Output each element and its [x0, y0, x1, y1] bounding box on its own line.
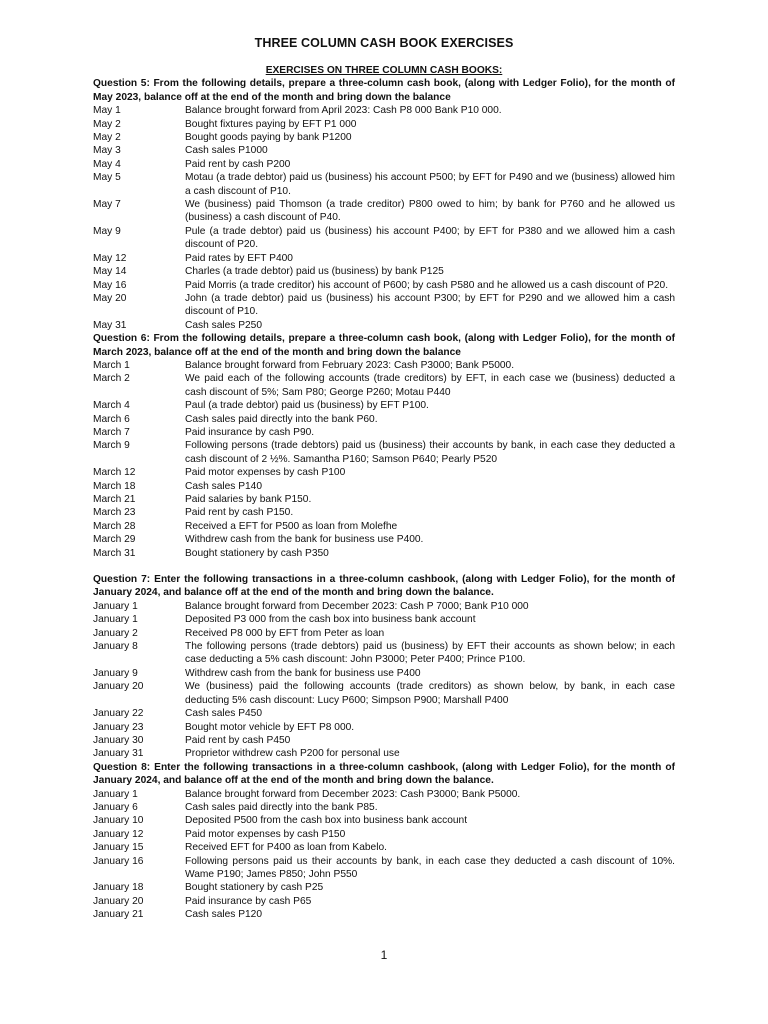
entry-date: January 6 — [93, 801, 138, 813]
document-page — [93, 36, 675, 922]
entry-date: January 8 — [93, 641, 138, 653]
transaction-entry — [93, 721, 675, 734]
questions-container — [93, 77, 675, 921]
transaction-entry — [93, 680, 675, 707]
transaction-entry — [93, 493, 675, 506]
transaction-entry — [93, 788, 675, 801]
transaction-entry — [93, 828, 675, 841]
entry-description: Following persons (trade debtors) paid us (business) their accounts by bank, in each case they deducted a cash discount of 2 ½%. Samantha P160; Samson P640; Pearly P520 — [185, 440, 675, 465]
question-heading: Question 6: From the following details, prepare a three-column cash book, (along with Ledger Folio), for the month of March 2023, balance off at the end of the month and bring down the balance — [93, 333, 675, 358]
entry-description: Cash sales P1000 — [185, 145, 268, 157]
transaction-entry — [93, 319, 675, 332]
transaction-entry — [93, 279, 675, 292]
entry-date: March 9 — [93, 440, 130, 452]
entry-date: May 1 — [93, 105, 121, 117]
question-section — [93, 761, 675, 922]
entry-date: May 16 — [93, 279, 127, 291]
page-number: 1 — [380, 948, 388, 962]
entry-description: Withdrew cash from the bank for business use P400 — [185, 667, 421, 679]
question-section — [93, 332, 675, 560]
entry-description: We (business) paid Thomson (a trade creditor) P800 owed to him; by bank for P760 and he allowed us (business) a cash discount of P40. — [185, 199, 675, 224]
transaction-entry — [93, 627, 675, 640]
entry-date: January 2 — [93, 627, 138, 639]
entry-description: Paid rent by cash P200 — [185, 158, 291, 170]
transaction-entry — [93, 707, 675, 720]
entry-date: March 21 — [93, 494, 136, 505]
entry-date: January 31 — [93, 748, 144, 760]
entry-date: May 31 — [93, 319, 127, 331]
entry-date: March 4 — [93, 400, 130, 412]
entry-date: January 23 — [93, 721, 144, 733]
question-heading: Question 5: From the following details, prepare a three-column cash book, (along with Ledger Folio), for the month of May 2023, balance off at the end of the month and bring down the balance — [93, 78, 675, 103]
entry-date: May 7 — [93, 199, 121, 211]
entry-date: March 12 — [93, 467, 136, 479]
transaction-entry — [93, 399, 675, 412]
entry-description: Bought fixtures paying by EFT P1 000 — [185, 118, 357, 130]
entry-description: Withdrew cash from the bank for business use P400. — [185, 534, 424, 546]
entry-date: May 2 — [93, 132, 121, 144]
entry-date: January 21 — [93, 909, 144, 921]
transaction-entry — [93, 520, 675, 533]
entry-description: Received P8 000 by EFT from Peter as loan — [185, 627, 385, 639]
entry-description: Paid rent by cash P450 — [185, 734, 291, 746]
entry-description: Bought motor vehicle by EFT P8 000. — [185, 721, 355, 733]
transaction-entry — [93, 667, 675, 680]
question-heading: Question 7: Enter the following transactions in a three-column cashbook, (along with Ledger Folio), for the month of January 2024, and balance off at the end of the month and bring down the balance. — [93, 574, 675, 599]
entry-date: March 7 — [93, 426, 130, 438]
entry-date: May 3 — [93, 145, 121, 157]
entry-description: Received EFT for P400 as loan from Kabelo. — [185, 842, 387, 854]
entry-description: Bought stationery by cash P350 — [185, 547, 329, 559]
entry-description: Balance brought forward from December 2023: Cash P 7000; Bank P10 000 — [185, 600, 529, 612]
entry-description: Paid rent by cash P150. — [185, 507, 294, 519]
transaction-entry — [93, 158, 675, 171]
entry-description: The following persons (trade debtors) paid us (business) by EFT their accounts as shown below; in each case deducting a 5% cash discount: John P3000; Peter P400; Prince P100. — [185, 641, 675, 666]
entry-description: Deposited P500 from the cash box into business bank account — [185, 815, 468, 827]
document-subtitle: EXERCISES ON THREE COLUMN CASH BOOKS: — [265, 65, 503, 76]
transaction-entry — [93, 372, 675, 399]
entry-description: Paid insurance by cash P90. — [185, 426, 315, 438]
transaction-entry — [93, 426, 675, 439]
transaction-entry — [93, 506, 675, 519]
transaction-entry — [93, 881, 675, 894]
entry-description: John (a trade debtor) paid us (business) his account P300; by EFT for P290 and we allowed him a cash discount of P10. — [185, 292, 675, 318]
entry-date: March 28 — [93, 520, 136, 532]
transaction-entry — [93, 144, 675, 157]
entry-date: May 4 — [93, 158, 121, 170]
transaction-entry — [93, 466, 675, 479]
entry-date: March 2 — [93, 373, 130, 385]
transaction-entry — [93, 841, 675, 854]
entry-date: May 14 — [93, 266, 127, 278]
transaction-entry — [93, 908, 675, 921]
transaction-entry — [93, 131, 675, 144]
entry-description: Charles (a trade debtor) paid us (business) by bank P125 — [185, 266, 444, 278]
transaction-entry — [93, 814, 675, 827]
entry-description: Proprietor withdrew cash P200 for personal use — [185, 748, 400, 760]
entry-description: Pule (a trade debtor) paid us (business) his account P400; by EFT for P380 and we allowed him a cash discount of P20. — [185, 225, 675, 251]
transaction-entry — [93, 265, 675, 278]
entry-description: Paid rates by EFT P400 — [185, 252, 293, 264]
entry-description: Following persons paid us their accounts by bank, in each case they deducted a cash discount of 10%. Wame P190; James P850; John P550 — [185, 855, 675, 880]
entry-date: May 2 — [93, 118, 121, 130]
transaction-entry — [93, 198, 675, 225]
entry-description: Balance brought forward from December 2023: Cash P3000; Bank P5000. — [185, 788, 521, 800]
entry-description: Cash sales paid directly into the bank P60. — [185, 413, 378, 425]
entry-description: Deposited P3 000 from the cash box into business bank account — [185, 614, 476, 626]
question-section — [93, 77, 675, 332]
entry-description: Paid salaries by bank P150. — [185, 494, 312, 505]
transaction-entry — [93, 855, 675, 882]
entry-date: January 16 — [93, 855, 144, 867]
entry-description: Cash sales P450 — [185, 708, 263, 720]
entry-date: January 15 — [93, 842, 144, 854]
entry-date: January 1 — [93, 600, 138, 612]
entry-date: March 18 — [93, 480, 136, 492]
entry-date: January 9 — [93, 667, 138, 679]
entry-description: Cash sales P140 — [185, 480, 263, 492]
entry-description: Paul (a trade debtor) paid us (business) by EFT P100. — [185, 400, 429, 412]
question-section — [93, 573, 675, 761]
entry-description: Cash sales paid directly into the bank P85. — [185, 801, 378, 813]
entry-description: We paid each of the following accounts (trade creditors) by EFT, in each case we (business) deducted a cash discount of 5%; Sam P80; George P260; Motau P440 — [185, 373, 675, 398]
transaction-entry — [93, 413, 675, 426]
transaction-entry — [93, 359, 675, 372]
transaction-entry — [93, 171, 675, 198]
question-heading: Question 8: Enter the following transactions in a three-column cashbook, (along with Ledger Folio), for the month of January 2024, and balance off at the end of the month and bring down the balance. — [93, 761, 675, 787]
entry-date: January 18 — [93, 882, 144, 894]
transaction-entry — [93, 600, 675, 613]
transaction-entry — [93, 547, 675, 560]
entry-description: Cash sales P120 — [185, 909, 263, 921]
entry-description: Cash sales P250 — [185, 319, 263, 331]
entry-description: Balance brought forward from April 2023: Cash P8 000 Bank P10 000. — [185, 105, 502, 117]
transaction-entry — [93, 292, 675, 319]
entry-description: Paid motor expenses by cash P150 — [185, 828, 346, 840]
entry-description: Motau (a trade debtor) paid us (business) his account P500; by EFT for P490 and we (business) allowed him a cash discount of P10. — [185, 172, 675, 197]
transaction-entry — [93, 801, 675, 814]
entry-date: May 12 — [93, 252, 127, 264]
transaction-entry — [93, 747, 675, 760]
entry-date: March 29 — [93, 534, 136, 546]
transaction-entry — [93, 118, 675, 131]
transaction-entry — [93, 640, 675, 667]
entry-description: We (business) paid the following accounts (trade creditors) as shown below, by bank, in each case deducting 5% cash discount: Lucy P600; Simpson P900; Marshall P400 — [185, 681, 675, 706]
transaction-entry — [93, 613, 675, 626]
transaction-entry — [93, 734, 675, 747]
entry-date: May 5 — [93, 172, 121, 184]
transaction-entry — [93, 895, 675, 908]
entry-date: January 12 — [93, 828, 144, 840]
entry-date: May 9 — [93, 225, 121, 237]
entry-description: Paid Morris (a trade creditor) his account of P600; by cash P580 and he allowed us a cash discount of P20. — [185, 279, 669, 291]
transaction-entry — [93, 480, 675, 493]
entry-date: January 20 — [93, 681, 144, 693]
entry-description: Paid motor expenses by cash P100 — [185, 467, 346, 479]
transaction-entry — [93, 225, 675, 252]
entry-date: January 10 — [93, 815, 144, 827]
entry-date: March 1 — [93, 359, 130, 371]
entry-description: Paid insurance by cash P65 — [185, 895, 312, 907]
entry-date: January 20 — [93, 895, 144, 907]
transaction-entry — [93, 439, 675, 466]
entry-date: January 1 — [93, 788, 138, 800]
entry-date: January 1 — [93, 614, 138, 626]
entry-date: January 22 — [93, 708, 144, 720]
entry-date: March 23 — [93, 507, 136, 519]
transaction-entry — [93, 533, 675, 546]
entry-date: March 6 — [93, 413, 130, 425]
entry-date: May 20 — [93, 292, 127, 304]
transaction-entry — [93, 252, 675, 265]
entry-date: March 31 — [93, 547, 136, 559]
entry-date: January 30 — [93, 734, 144, 746]
entry-description: Bought goods paying by bank P1200 — [185, 132, 352, 144]
entry-description: Balance brought forward from February 2023: Cash P3000; Bank P5000. — [185, 359, 515, 371]
transaction-entry — [93, 104, 675, 117]
entry-description: Received a EFT for P500 as loan from Molefhe — [185, 520, 398, 532]
document-title: THREE COLUMN CASH BOOK EXERCISES — [254, 36, 514, 50]
entry-description: Bought stationery by cash P25 — [185, 882, 324, 894]
